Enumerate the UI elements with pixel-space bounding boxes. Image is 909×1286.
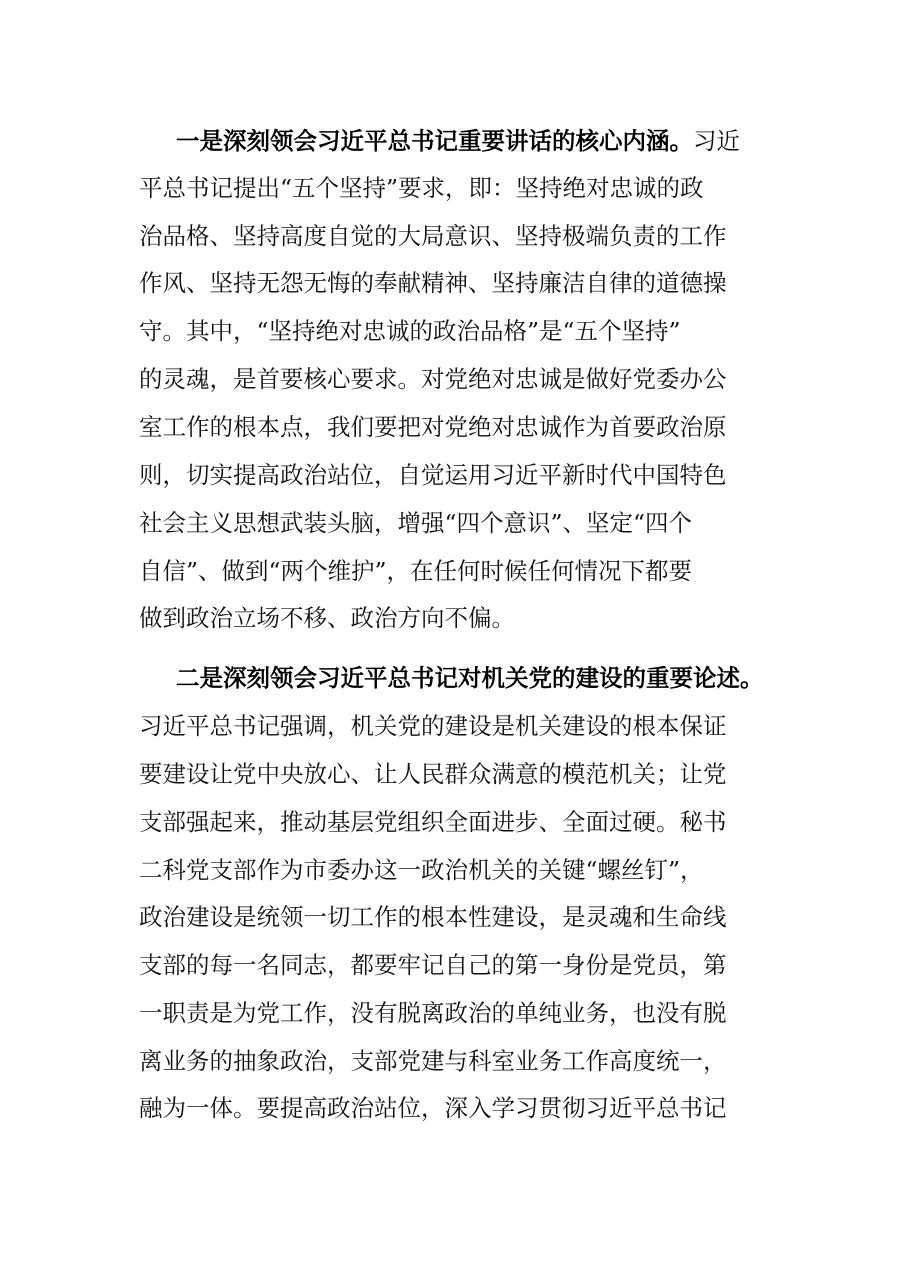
paragraph-1-line-2: 平总书记提出“五个坚持”要求，即：坚持绝对忠诚的政 xyxy=(139,174,704,202)
paragraph-1-line-4: 作风、坚持无怨无悔的奉献精神、坚持廉洁自律的道德操 xyxy=(139,269,727,297)
paragraph-1-heading: 一是深刻领会习近平总书记重要讲话的核心内涵。 xyxy=(176,127,693,155)
paragraph-1-line-5: 守。其中，“坚持绝对忠诚的政治品格”是“五个坚持” xyxy=(139,317,681,345)
paragraph-1-line-1 xyxy=(176,125,740,157)
paragraph-1-line-9: 社会主义思想武装头脑，增强“四个意识”、坚定“四个 xyxy=(139,509,693,537)
paragraph-2-line-4: 支部强起来，推动基层党组织全面进步、全面过硬。秘书 xyxy=(139,808,727,836)
paragraph-2-line-5: 二科党支部作为市委办这一政治机关的关键“螺丝钉”， xyxy=(139,856,704,884)
paragraph-1-line-11: 做到政治立场不移、政治方向不偏。 xyxy=(139,604,515,632)
paragraph-2-line-2: 习近平总书记强调，机关党的建设是机关建设的根本保证 xyxy=(139,712,727,740)
paragraph-1-line-3: 治品格、坚持高度自觉的大局意识、坚持极端负责的工作 xyxy=(139,222,727,250)
paragraph-2-line-10: 融为一体。要提高政治站位，深入学习贯彻习近平总书记 xyxy=(139,1094,727,1122)
paragraph-2-line-7: 支部的每一名同志，都要牢记自己的第一身份是党员，第 xyxy=(139,951,727,979)
paragraph-2-heading: 二是深刻领会习近平总书记对机关党的建设的重要论述。 xyxy=(176,664,764,692)
paragraph-1-line-10: 自信”、做到“两个维护”，在任何时候任何情况下都要 xyxy=(139,557,693,585)
paragraph-2-line-9: 离业务的抽象政治，支部党建与科室业务工作高度统一， xyxy=(139,1047,727,1075)
paragraph-2-line-6: 政治建设是统领一切工作的根本性建设，是灵魂和生命线 xyxy=(139,903,727,931)
paragraph-1-line-text: 习近 xyxy=(693,127,740,155)
paragraph-2-line-8: 一职责是为党工作，没有脱离政治的单纯业务，也没有脱 xyxy=(139,999,727,1027)
paragraph-1-line-8: 则，切实提高政治站位，自觉运用习近平新时代中国特色 xyxy=(139,461,727,489)
paragraph-1-line-7: 室工作的根本点，我们要把对党绝对忠诚作为首要政治原 xyxy=(139,413,727,441)
paragraph-2-line-3: 要建设让党中央放心、让人民群众满意的模范机关；让党 xyxy=(139,760,727,788)
paragraph-1-line-6: 的灵魂，是首要核心要求。对党绝对忠诚是做好党委办公 xyxy=(139,365,727,393)
paragraph-2-line-1 xyxy=(176,662,764,694)
